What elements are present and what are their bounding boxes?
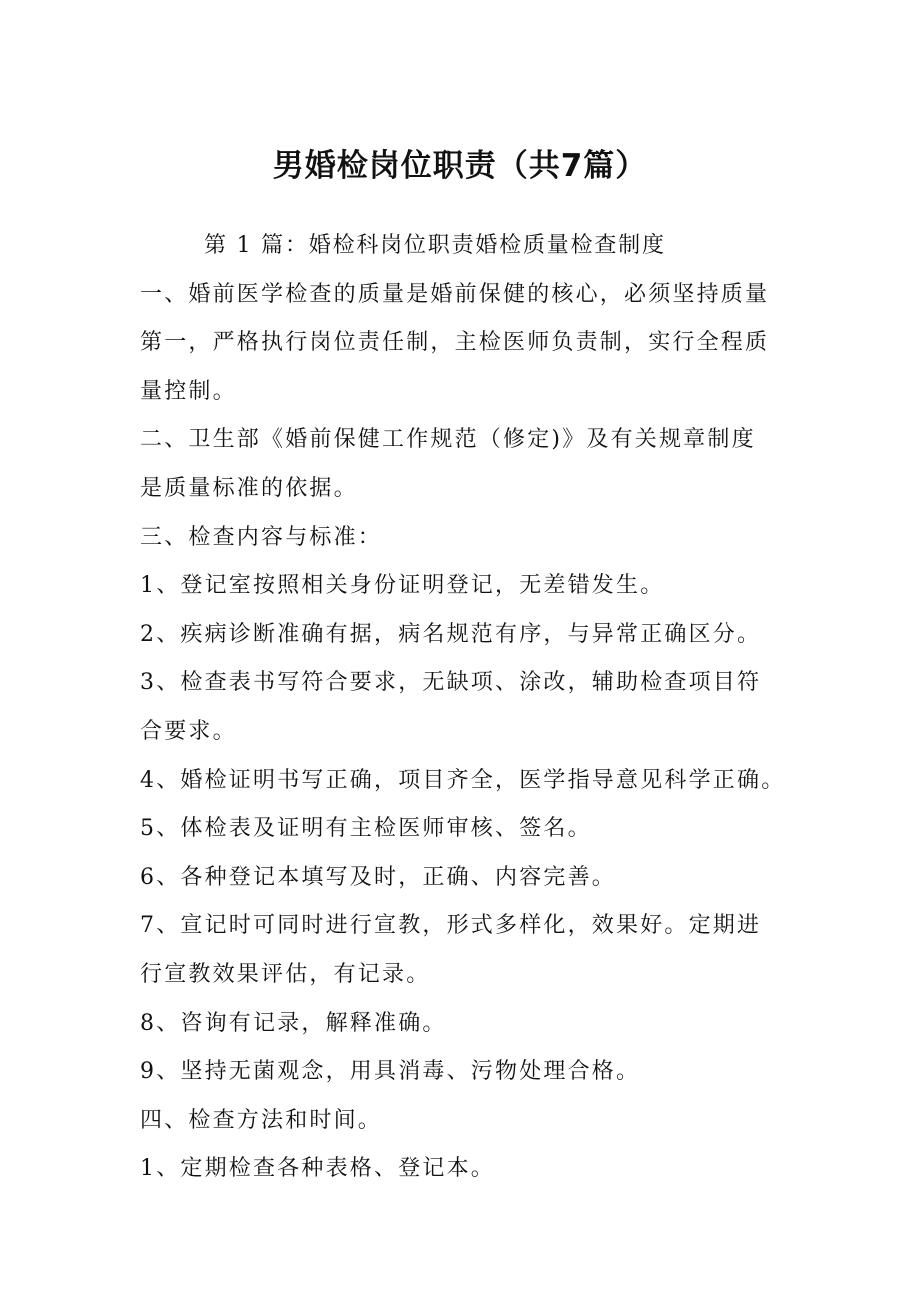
paragraph-line: 4、婚检证明书写正确，项目齐全，医学指导意见科学正确。	[140, 767, 786, 793]
paragraph-line: 3、检查表书写符合要求，无缺项、涂改，辅助检查项目符	[140, 670, 762, 696]
paragraph-line: 二、卫生部《婚前保健工作规范（修定)》及有关规章制度	[140, 427, 756, 453]
paragraph-line: 1、定期检查各种表格、登记本。	[140, 1156, 495, 1182]
paragraph-line: 2、疾病诊断准确有据，病名规范有序，与异常正确区分。	[140, 621, 762, 647]
paragraph-line: 合要求。	[140, 718, 237, 744]
document-body	[140, 226, 800, 1198]
paragraph-line: 1、登记室按照相关身份证明登记，无差错发生。	[140, 573, 665, 599]
paragraph-line: 5、体检表及证明有主检医师审核、签名。	[140, 816, 592, 842]
paragraph-line: 8、咨询有记录，解释准确。	[140, 1010, 447, 1036]
paragraph-line: 7、宣记时可同时进行宣教，形式多样化，效果好。定期进	[140, 913, 762, 939]
paragraph-line: 三、检查内容与标准：	[140, 524, 383, 550]
paragraph-line: 是质量标准的依据。	[140, 475, 358, 501]
paragraph-line: 6、各种登记本填写及时，正确、内容完善。	[140, 864, 616, 890]
document-title: 男婚检岗位职责（共7篇）	[272, 148, 648, 184]
paragraph-line: 第一，严格执行岗位责任制，主检医师负责制，实行全程质	[140, 330, 770, 356]
paragraph-line: 一、婚前医学检查的质量是婚前保健的核心，必须坚持质量	[140, 281, 770, 307]
paragraph-line: 四、检查方法和时间。	[140, 1107, 383, 1133]
paragraph-line: 行宣教效果评估，有记录。	[140, 961, 431, 987]
paragraph-line: 量控制。	[140, 378, 237, 404]
paragraph-line: 9、坚持无菌观念，用具消毒、污物处理合格。	[140, 1059, 641, 1085]
section-heading: 第 1 篇：婚检科岗位职责婚检质量检查制度	[204, 233, 666, 258]
